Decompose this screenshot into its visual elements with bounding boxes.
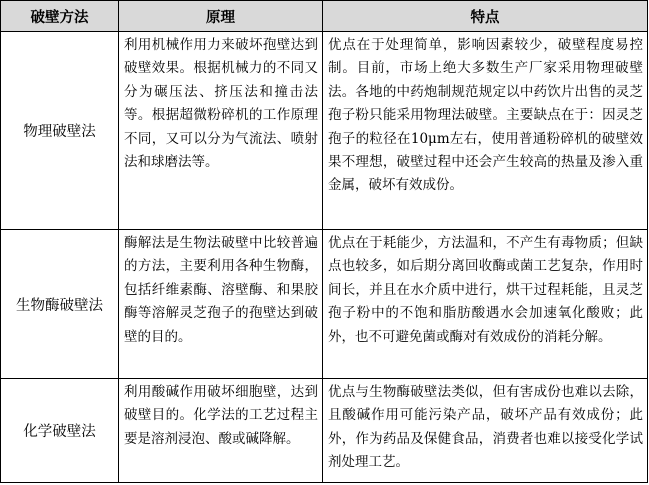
- table-row: [1, 32, 648, 230]
- features-cell: 优点在于耗能少，方法温和，不产生有毒物质；但缺点也较多，如后期分离回收酶或菌工艺复杂，作用时间长，并且在水介质中进行，烘干过程耗能，且灵芝孢子粉中的不饱和脂肪酸遇水会加速氧化酸败；此外，也不可避免菌或酶对有效成份的消耗分解。: [323, 230, 648, 379]
- header-features: 特点: [323, 1, 648, 32]
- method-cell: 物理破壁法: [1, 32, 119, 230]
- table-row: [1, 230, 648, 379]
- principle-cell: 利用酸碱作用破坏细胞壁，达到破壁目的。化学法的工艺过程主要是溶剂浸泡、酸或碱降解。: [119, 379, 323, 483]
- principle-cell: 利用机械作用力来破坏孢壁达到破壁效果。根据机械力的不同又分为碾压法、挤压法和撞击法等。根据超微粉碎机的工作原理不同，又可以分为气流法、喷射法和球磨法等。: [119, 32, 323, 230]
- table-body: [1, 32, 648, 483]
- header-row: [1, 1, 648, 32]
- header-principle: 原理: [119, 1, 323, 32]
- method-cell: 生物酶破壁法: [1, 230, 119, 379]
- features-cell: 优点在于处理简单，影响因素较少，破壁程度易控制。目前，市场上绝大多数生产厂家采用物理破壁法。各地的中药炮制规范规定以中药饮片出售的灵芝孢子粉只能采用物理法破壁。主要缺点在于：因灵芝孢子的粒径在10μm左右，使用普通粉碎机的破壁效果不理想，破壁过程中还会产生较高的热量及渗入重金属，破坏有效成份。: [323, 32, 648, 230]
- features-cell: 优点与生物酶破壁法类似，但有害成份也难以去除，且酸碱作用可能污染产品，破坏产品有效成份；此外，作为药品及保健食品，消费者也难以接受化学试剂处理工艺。: [323, 379, 648, 483]
- header-method: 破壁方法: [1, 1, 119, 32]
- principle-cell: 酶解法是生物法破壁中比较普遍的方法，主要利用各种生物酶，包括纤维素酶、溶壁酶、和果胶酶等溶解灵芝孢子的孢壁达到破壁的目的。: [119, 230, 323, 379]
- method-cell: 化学破壁法: [1, 379, 119, 483]
- table-header: [1, 1, 648, 32]
- table-row: [1, 379, 648, 483]
